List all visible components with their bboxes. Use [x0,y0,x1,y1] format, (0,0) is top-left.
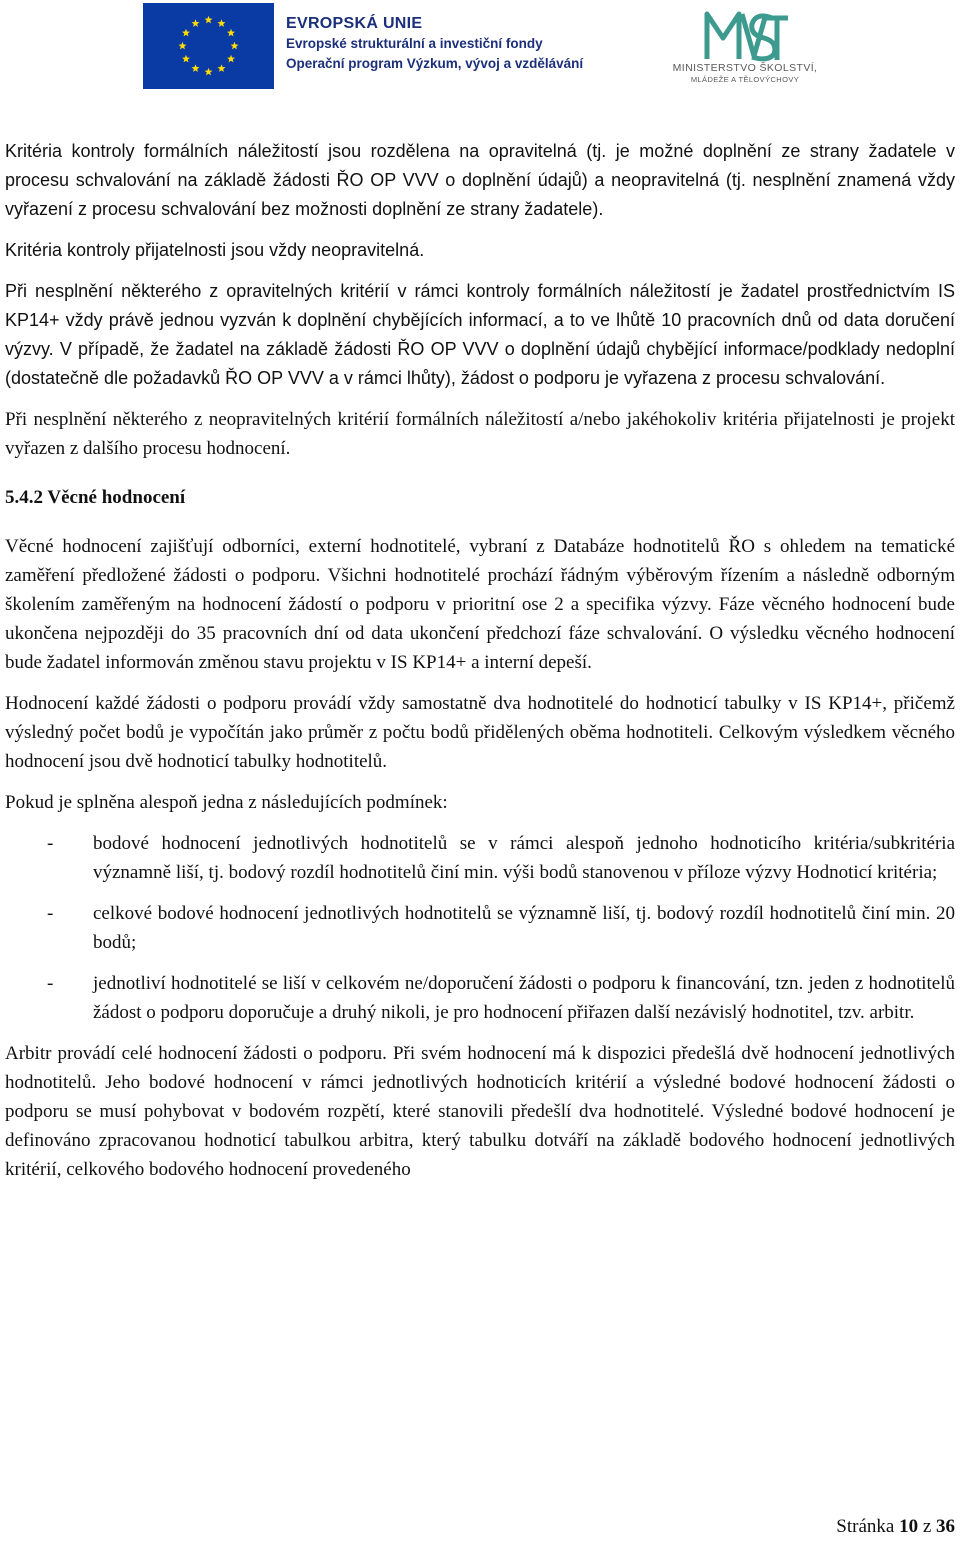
page-number: 10 [899,1516,919,1537]
page-total: 36 [936,1516,955,1537]
page-sep: z [922,1516,932,1537]
eu-logo-text [286,14,631,74]
eu-funds: Evropské strukturální a investiční fondy [286,36,543,51]
list-dash: - [47,903,54,924]
list-item-text: celkové bodové hodnocení jednotlivých hodnotitelů se významně liší, tj. bodový rozdíl hodnotitelů činí min. 20 bodů; [93,903,955,953]
eu-program: Operační program Výzkum, vývoj a vzdělávání [286,56,584,71]
paragraph-two-evaluators: Hodnocení každé žádosti o podporu provádí vždy samostatně dva hodnotitelé do hodnoticí tabulky v IS KP14+, přičemž výsledný počet bodů je vypočítán jako průměr z počtu bodů přidělených oběma hodnotiteli. Celkovým výsledkem věcného hodnocení jsou dvě hodnoticí tabulky hodnotitelů. [5,693,955,772]
conditions-list [5,829,955,1027]
list-dash: - [47,833,54,854]
list-item-text: jednotliví hodnotitelé se liší v celkovém ne/doporučení žádosti o podporu k financování, tzn. jeden z hodnotitelů žádost o podporu doporučuje a druhý nikoli, je pro hodnocení přiřazen další nezávislý hodnotitel, tzv. arbitr. [93,973,955,1023]
paragraph-correctable: Při nesplnění některého z opravitelných kritérií v rámci kontroly formálních náležitostí je žadatel prostřednictvím IS KP14+ vždy právě jednou vyzván k doplnění chybějících informací, a to ve lhůtě 10 pracovních dnů od data doručení výzvy. V případě, že žadatel na základě žádosti ŘO OP VVV o doplnění údajů chybějící informace/podklady nedoplní (dostatečně dle požadavků ŘO OP VVV a v rámci lhůty), žádost o podporu je vyřazena z procesu schvalování. [5,281,955,388]
page-label: Stránka [836,1516,895,1537]
list-item [5,969,955,1027]
eu-flag-icon [143,3,274,89]
msmt-name: MINISTERSTVO ŠKOLSTVÍ, [672,62,818,74]
paragraph-formal-criteria: Kritéria kontroly formálních náležitostí jsou rozdělena na opravitelná (tj. je možné doplnění ze strany žadatele v procesu schvalování na základě žádosti ŘO OP VVV o doplnění údajů) a neopravitelná (tj. nesplnění znamená vždy vyřazení z procesu schvalování bez možnosti doplnění ze strany žadatele). [5,141,955,219]
list-item-text: bodové hodnocení jednotlivých hodnotitelů se v rámci alespoň jednoho hodnoticího kritéria/subkritéria významně liší, tj. bodový rozdíl hodnotitelů činí min. výši bodů stanovenou v příloze výzvy Hodnoticí kritéria; [93,833,955,883]
list-item [5,829,955,887]
list-dash: - [47,973,54,994]
section-heading: 5.4.2 Věcné hodnocení [5,487,186,508]
paragraph-conditions-intro: Pokud je splněna alespoň jedna z následujících podmínek: [5,792,448,813]
paragraph-non-correctable: Při nesplnění některého z neopravitelných kritérií formálních náležitostí a/nebo jakéhokoliv kritéria přijatelnosti je projekt vyřazen z dalšího procesu hodnocení. [5,409,955,459]
paragraph-arbiter: Arbitr provádí celé hodnocení žádosti o podporu. Při svém hodnocení má k dispozici předešlá dvě hodnocení jednotlivých hodnotitelů. Jeho bodové hodnocení v rámci jednotlivých hodnoticích kritérií a výsledné bodové hodnocení žádosti o podporu se musí pohybovat v bodovém rozpětí, které stanovili předešlí dva hodnotitelé. Výsledné bodové hodnocení je definováno zpracovanou hodnoticí tabulkou arbitra, který tabulku dotváří na základě bodového hodnocení jednotlivých kritérií, celkového bodového hodnocení provedeného [5,1043,955,1180]
msmt-logo-text [660,62,830,85]
eu-title: EVROPSKÁ UNIE [286,15,423,32]
list-item [5,899,955,957]
page-header [0,0,960,100]
page-footer [836,1516,955,1538]
document-body [5,137,955,1184]
msmt-name-2: MLÁDEŽE A TĚLOVÝCHOVY [690,75,800,84]
paragraph-expert-evaluation: Věcné hodnocení zajišťují odborníci, externí hodnotitelé, vybraní z Databáze hodnotitelů ŘO s ohledem na tematické zaměření předložené žádosti o podporu. Všichni hodnotitelé prochází řádným výběrovým řízením a následně odborným školením zaměřeným na hodnocení žádostí o podporu v prioritní ose 2 a specifika výzvy. Fáze věcného hodnocení bude ukončena nejpozději do 35 pracovních dní od data ukončení předchozí fáze schvalování. O výsledku věcného hodnocení bude žadatel informován změnou stavu projektu v IS KP14+ a interní depeší. [5,536,955,673]
paragraph-admissibility: Kritéria kontroly přijatelnosti jsou vždy neopravitelná. [5,240,425,260]
